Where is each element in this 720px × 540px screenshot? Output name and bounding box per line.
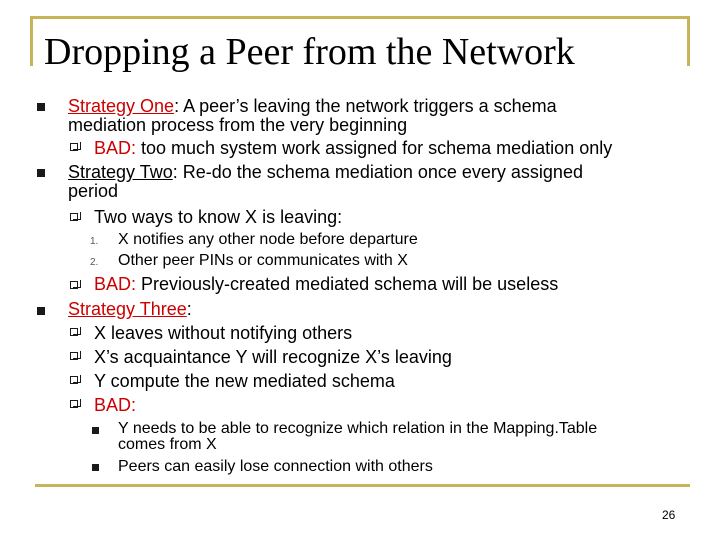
strategy-one-bad-label: BAD: — [94, 138, 137, 158]
strategy-two-sub1: Two ways to know X is leaving: — [94, 207, 343, 227]
bullet-checkbox-icon — [70, 281, 78, 289]
strategy-one-label: Strategy One — [68, 96, 175, 116]
bullet-square-icon — [92, 464, 99, 471]
strategy-two-bad-line — [94, 274, 558, 294]
strategy-three-item1-cont: comes from X — [118, 436, 217, 453]
bullet-checkbox-icon — [70, 400, 78, 408]
strategy-one-text: : A peer’s leaving the network triggers a schema — [174, 96, 557, 116]
strategy-three-text: : — [186, 299, 192, 319]
bullet-square-icon — [92, 427, 99, 434]
bullet-square-icon — [37, 103, 45, 111]
bullet-checkbox-icon — [70, 143, 78, 151]
strategy-two-item1: X notifies any other node before departure — [118, 231, 418, 248]
strategy-one-bad-line — [94, 138, 612, 158]
list-number: 1. — [90, 236, 99, 247]
strategy-two-label: Strategy Two — [68, 162, 173, 182]
strategy-two-bad-text: Previously-created mediated schema will be useless — [136, 274, 559, 294]
strategy-three-item2: Peers can easily lose connection with others — [118, 458, 433, 475]
strategy-three-sub3: Y compute the new mediated schema — [94, 371, 395, 391]
strategy-two-text-cont: period — [68, 181, 119, 201]
slide-title: Dropping a Peer from the Network — [44, 31, 575, 73]
strategy-three-line — [68, 299, 192, 319]
frame-bottom-border — [35, 484, 690, 487]
strategy-one-text-cont: mediation process from the very beginning — [68, 115, 408, 135]
strategy-two-bad-label: BAD: — [94, 274, 137, 294]
bullet-checkbox-icon — [70, 328, 78, 336]
frame-top-border — [30, 16, 690, 19]
bullet-square-icon — [37, 169, 45, 177]
page-number: 26 — [662, 508, 676, 522]
strategy-one-bad-text: too much system work assigned for schema mediation only — [136, 138, 613, 158]
bullet-square-icon — [37, 307, 45, 315]
list-number: 2. — [90, 257, 99, 268]
strategy-three-item1: Y needs to be able to recognize which relation in the Mapping.Table — [118, 420, 598, 437]
strategy-two-item2: Other peer PINs or communicates with X — [118, 252, 408, 269]
bullet-checkbox-icon — [70, 213, 78, 221]
strategy-two-line — [68, 162, 583, 182]
strategy-three-label: Strategy Three — [68, 299, 187, 319]
frame-left-border — [30, 16, 33, 66]
frame-right-border — [687, 16, 690, 66]
bullet-checkbox-icon — [70, 376, 78, 384]
strategy-three-sub2: X’s acquaintance Y will recognize X’s leaving — [94, 347, 452, 367]
strategy-one-line — [68, 96, 557, 116]
bullet-checkbox-icon — [70, 352, 78, 360]
strategy-three-sub1: X leaves without notifying others — [94, 323, 353, 343]
strategy-three-bad-label: BAD: — [94, 395, 137, 415]
strategy-two-text: : Re-do the schema mediation once every assigned — [172, 162, 583, 182]
